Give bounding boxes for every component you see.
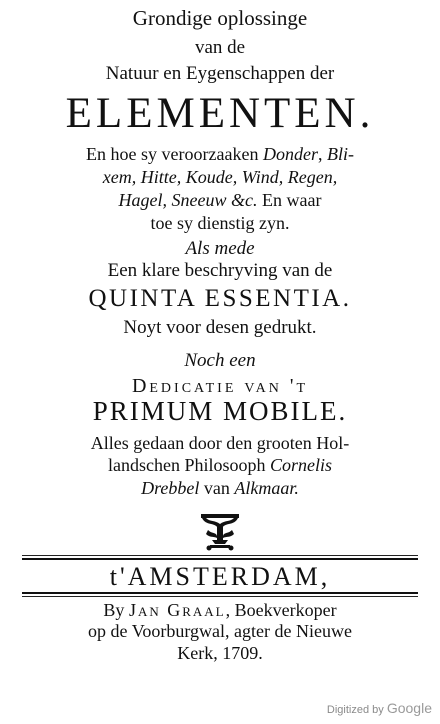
google-logo: Google <box>386 700 432 716</box>
author-line-2 <box>0 456 440 474</box>
fleuron-icon <box>198 512 242 552</box>
watermark-prefix: Digitized by <box>326 704 387 716</box>
publisher-name: Jan Graal <box>128 600 226 620</box>
noyt-gedrukt: Noyt voor desen gedrukt. <box>123 317 317 338</box>
description-text: , <box>317 144 327 164</box>
description-line-3 <box>0 191 440 209</box>
klare-beschryving: Een klare beschryving van de <box>107 260 333 281</box>
title-line-1: Grondige oplossinge <box>132 6 308 30</box>
author-text: landschen Philosooph <box>107 455 270 475</box>
description-italic: Donder <box>262 144 318 164</box>
author-line-3 <box>0 479 440 497</box>
description-line-1 <box>0 145 440 163</box>
rule-line <box>22 592 418 594</box>
author-italic: Drebbel <box>141 478 200 498</box>
quinta-essentia: QUINTA ESSENTIA. <box>88 285 352 312</box>
author-text: van <box>199 478 235 498</box>
imprint-address: op de Voorburgwal, agter de Nieuwe <box>88 621 352 641</box>
author-italic: Cornelis <box>269 455 332 475</box>
noch-een: Noch een <box>184 350 256 371</box>
title-line-3: Natuur en Eygenschappen der <box>105 63 335 84</box>
description-text: En hoe sy veroorzaaken <box>86 144 263 164</box>
main-title: ELEMENTEN. <box>65 90 375 137</box>
author-line-1: Alles gedaan door den grooten Hol- <box>90 433 350 453</box>
rule-line <box>22 596 418 597</box>
imprint-text: By <box>103 600 129 620</box>
description-text: En waar <box>257 190 322 210</box>
als-mede: Als mede <box>185 238 255 259</box>
title-line-2: van de <box>194 37 246 58</box>
description-line-2: xem, Hitte, Koude, Wind, Regen, <box>102 167 338 187</box>
rule-line <box>22 555 418 556</box>
rule-line <box>22 558 418 560</box>
imprint-publisher <box>0 601 440 619</box>
description-line-4: toe sy dienstig zyn. <box>150 213 290 233</box>
imprint-address-2: Kerk, 1709. <box>177 643 263 663</box>
author-italic: Alkmaar. <box>234 478 299 498</box>
description-italic: Hagel, Sneeuw &c. <box>118 190 258 210</box>
description-italic: Bli- <box>326 144 354 164</box>
imprint-city: t'AMSTERDAM, <box>109 562 331 591</box>
dedicatie: Dedicatie van 't <box>131 375 309 397</box>
primum-mobile: PRIMUM MOBILE. <box>92 396 348 426</box>
digitized-watermark <box>327 700 432 716</box>
imprint-text: , Boekverkoper <box>225 600 337 620</box>
